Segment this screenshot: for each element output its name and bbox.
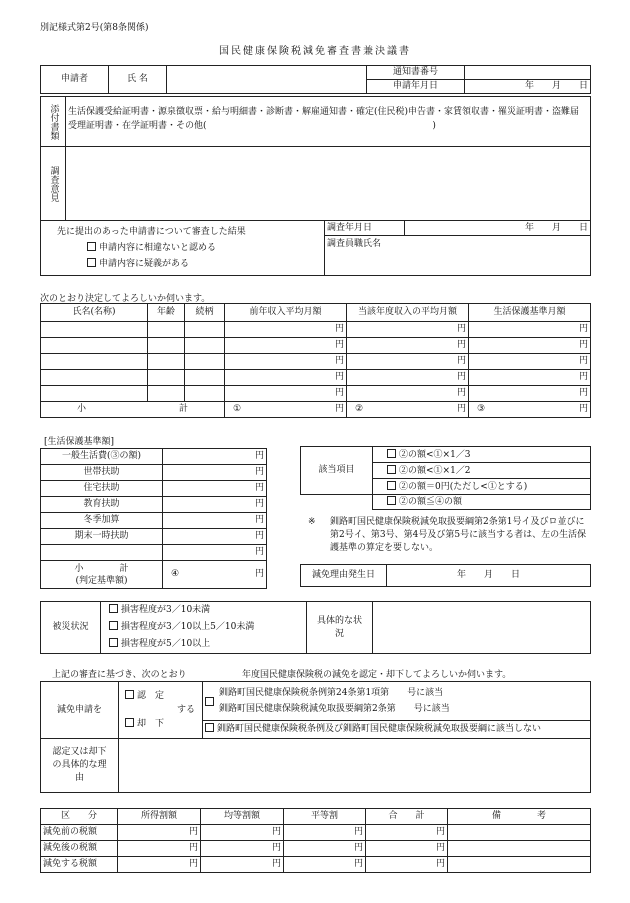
tax-row-label: 減免後の税額 xyxy=(41,841,118,857)
welfare-amount[interactable]: 円 xyxy=(163,497,267,513)
income-table xyxy=(40,303,591,418)
relation-cell[interactable] xyxy=(185,338,225,354)
approval-intro-b: 年度国民健康保険税の減免を認定・却下してよろしいか伺います。 xyxy=(242,670,512,680)
checkbox-icon[interactable] xyxy=(387,481,396,490)
table-row xyxy=(41,857,591,873)
survey-date-field[interactable]: 年 月 日 xyxy=(405,221,591,236)
age-cell[interactable] xyxy=(148,370,185,386)
application-result-label: 減免申請を xyxy=(41,682,119,739)
remarks-cell[interactable] xyxy=(448,841,591,857)
checkbox-icon[interactable] xyxy=(109,638,118,647)
checkbox-icon[interactable] xyxy=(87,258,96,267)
tax-cell[interactable]: 円 xyxy=(284,825,366,841)
decision-intro: 次のとおり決定してよろしいか伺います。 xyxy=(40,294,211,304)
welfare-amount[interactable]: 円 xyxy=(163,481,267,497)
tax-table xyxy=(40,808,591,873)
tax-header-remarks: 備 考 xyxy=(448,809,591,825)
specific-situation-field[interactable] xyxy=(373,602,591,654)
table-row xyxy=(41,354,591,370)
disaster-table xyxy=(40,601,591,654)
relation-cell[interactable] xyxy=(185,354,225,370)
attachments-close: ) xyxy=(432,121,436,131)
relation-cell[interactable] xyxy=(185,370,225,386)
checkbox-icon[interactable] xyxy=(87,242,96,251)
review-intro: 先に提出のあった申請書について審査した結果 xyxy=(57,227,246,237)
approval-table xyxy=(40,681,591,793)
welfare-item: 一般生活費(③の額) xyxy=(41,449,163,465)
tax-cell[interactable]: 円 xyxy=(201,857,284,873)
tax-cell[interactable]: 円 xyxy=(201,841,284,857)
checkbox-icon[interactable] xyxy=(125,690,134,699)
checkbox-icon[interactable] xyxy=(387,496,396,505)
age-cell[interactable] xyxy=(148,386,185,402)
reason-date-label: 減免理由発生日 xyxy=(301,565,387,587)
approval-intro-a: 上記の審査に基づき、次のとおり xyxy=(52,670,187,680)
notice-number-field[interactable] xyxy=(465,66,591,80)
tax-cell[interactable]: 円 xyxy=(118,841,201,857)
tax-cell[interactable]: 円 xyxy=(284,857,366,873)
subtotal-current[interactable]: ② 円 xyxy=(347,402,469,418)
relation-cell[interactable] xyxy=(185,322,225,338)
name-cell[interactable] xyxy=(41,386,148,402)
applicable-label: 該当項目 xyxy=(301,447,373,495)
welfare-item: 期末一時扶助 xyxy=(41,529,163,545)
tax-header-per-capita: 均等割額 xyxy=(201,809,284,825)
relation-cell[interactable] xyxy=(185,386,225,402)
prev-income-cell[interactable]: 円 xyxy=(225,338,347,354)
name-cell[interactable] xyxy=(41,338,148,354)
reason-date-table xyxy=(300,564,591,587)
reject-option[interactable]: 却 下 xyxy=(125,717,202,731)
note-mark: ※ xyxy=(308,517,316,527)
welfare-item: 冬季加算 xyxy=(41,513,163,529)
surveyor-label: 調査員職氏名 xyxy=(325,236,591,276)
header-prev-income: 前年収入平均月額 xyxy=(225,304,347,322)
opinion-field[interactable] xyxy=(66,147,591,221)
attachments-label: 添付書類 xyxy=(48,103,59,140)
welfare-section-label: [生活保護基準額] xyxy=(44,437,115,447)
header-name: 氏名(名称) xyxy=(41,304,148,322)
tax-row-label: 減免する税額 xyxy=(41,857,118,873)
tax-cell[interactable]: 円 xyxy=(366,841,448,857)
checkbox-icon[interactable] xyxy=(205,697,214,706)
review-table xyxy=(40,220,591,276)
welfare-item: 世帯扶助 xyxy=(41,465,163,481)
welfare-amount[interactable]: 円 xyxy=(163,513,267,529)
current-income-cell[interactable]: 円 xyxy=(347,322,469,338)
current-income-cell[interactable]: 円 xyxy=(347,354,469,370)
table-row xyxy=(41,386,591,402)
survey-date-label: 調査年月日 xyxy=(325,221,405,236)
prev-income-cell[interactable]: 円 xyxy=(225,322,347,338)
disaster-option[interactable]: 損害程度が3／10未満 xyxy=(109,602,304,619)
subtotal-label-a: 小 xyxy=(77,404,87,414)
applicable-option[interactable]: ②の額＝0円(ただし<①とする) xyxy=(373,479,591,495)
applicant-table xyxy=(40,65,591,94)
welfare-amount[interactable]: 円 xyxy=(163,545,267,561)
subtotal-label-b: 計 xyxy=(178,404,188,414)
welfare-amount[interactable]: 円 xyxy=(163,465,267,481)
tax-cell[interactable]: 円 xyxy=(118,825,201,841)
welfare-amount[interactable]: 円 xyxy=(163,529,267,545)
attachments-table xyxy=(40,96,591,221)
tax-cell[interactable]: 円 xyxy=(366,825,448,841)
tax-row-label: 減免前の税額 xyxy=(41,825,118,841)
checkbox-icon[interactable] xyxy=(125,718,134,727)
header-age: 年齢 xyxy=(148,304,185,322)
age-cell[interactable] xyxy=(148,322,185,338)
welfare-cell[interactable]: 円 xyxy=(469,354,591,370)
checkbox-icon[interactable] xyxy=(109,604,118,613)
tax-header-category: 区 分 xyxy=(41,809,118,825)
note-text: 釧路町国民健康保険税減免取扱要綱第2条第1号イ及びロ並びに第2号イ、第3号、第4号及び第5号に該当する者は、左の生活保護基準の算定を要しない。 xyxy=(330,517,587,553)
subtotal-row xyxy=(41,402,591,418)
reason-date-field[interactable]: 年 月 日 xyxy=(387,565,591,587)
table-row xyxy=(41,370,591,386)
table-row xyxy=(41,338,591,354)
opinion-label: 調査意見 xyxy=(48,165,59,202)
disaster-option[interactable]: 損害程度が3／10以上5／10未満 xyxy=(109,619,304,636)
table-row xyxy=(41,322,591,338)
table-row xyxy=(41,841,591,857)
welfare-cell[interactable]: 円 xyxy=(469,322,591,338)
header-relation: 続柄 xyxy=(185,304,225,322)
applicable-table xyxy=(300,446,591,510)
subtotal-welfare[interactable]: ③ 円 xyxy=(469,402,591,418)
checkbox-icon[interactable] xyxy=(109,621,118,630)
welfare-table xyxy=(40,448,267,589)
name-cell[interactable] xyxy=(41,354,148,370)
checkbox-icon[interactable] xyxy=(387,449,396,458)
header-current-income: 当該年度収入の平均月額 xyxy=(347,304,469,322)
remarks-cell[interactable] xyxy=(448,825,591,841)
review-option-doubtful[interactable]: 申請内容に疑義がある xyxy=(57,256,324,272)
reason-label: 認定又は却下の具体的な理由 xyxy=(41,739,119,793)
welfare-cell[interactable]: 円 xyxy=(469,386,591,402)
form-title: 国民健康保険税減免審査書兼決議書 xyxy=(219,46,411,57)
remarks-cell[interactable] xyxy=(448,857,591,873)
form-reference: 別記様式第2号(第8条関係) xyxy=(40,23,149,33)
tax-header-income: 所得割額 xyxy=(118,809,201,825)
clause-ordinance: 釧路町国民健康保険税条例第24条第1項第 号に該当 xyxy=(219,688,444,698)
welfare-item: 教育扶助 xyxy=(41,497,163,513)
welfare-amount[interactable]: 円 xyxy=(163,449,267,465)
subtotal-prev[interactable]: ① 円 xyxy=(225,402,347,418)
tax-cell[interactable]: 円 xyxy=(366,857,448,873)
prev-income-cell[interactable]: 円 xyxy=(225,386,347,402)
notice-number-label: 通知書番号 xyxy=(367,66,465,80)
reason-field[interactable] xyxy=(119,739,591,793)
name-cell[interactable] xyxy=(41,322,148,338)
attachments-list: 生活保護受給証明書・源泉徴収票・給与明細書・診断書・解雇通知書・確定(住民税)申告書・家賃領収書・罹災証明書・盗難届受理証明書・在学証明書・その他( xyxy=(68,107,580,131)
current-income-cell[interactable]: 円 xyxy=(347,370,469,386)
applicable-option[interactable]: ②の額≦④の額 xyxy=(373,495,591,510)
clause-guideline: 釧路町国民健康保険税減免取扱要綱第2条第 号に該当 xyxy=(219,704,450,714)
checkbox-icon[interactable] xyxy=(205,723,214,732)
age-cell[interactable] xyxy=(148,338,185,354)
welfare-cell[interactable]: 円 xyxy=(469,370,591,386)
current-income-cell[interactable]: 円 xyxy=(347,386,469,402)
tax-cell[interactable]: 円 xyxy=(118,857,201,873)
disaster-option[interactable]: 損害程度が5／10以上 xyxy=(109,636,304,653)
welfare-item[interactable] xyxy=(41,545,163,561)
approve-option[interactable]: 認 定 xyxy=(125,689,202,703)
prev-income-cell[interactable]: 円 xyxy=(225,354,347,370)
welfare-subtotal-amount[interactable]: ④ 円 xyxy=(163,561,267,589)
clause-not-applicable[interactable]: 釧路町国民健康保険税条例及び釧路町国民健康保険税減免取扱要綱に該当しない xyxy=(203,721,590,738)
checkbox-icon[interactable] xyxy=(387,465,396,474)
application-date-label: 申請年月日 xyxy=(367,80,465,94)
applicant-label: 申請者 xyxy=(41,66,109,94)
welfare-subtotal-label: 小 計 xyxy=(74,563,129,574)
age-cell[interactable] xyxy=(148,354,185,370)
tax-header-equal: 平等割 xyxy=(284,809,366,825)
tax-header-total: 合 計 xyxy=(366,809,448,825)
application-date-field[interactable]: 年 月 日 xyxy=(465,80,591,94)
disaster-label: 被災状況 xyxy=(41,602,101,654)
prev-income-cell[interactable]: 円 xyxy=(225,370,347,386)
applicable-option[interactable]: ②の額<①×1／2 xyxy=(373,463,591,479)
table-row xyxy=(41,825,591,841)
tax-cell[interactable]: 円 xyxy=(284,841,366,857)
name-label: 氏 名 xyxy=(109,66,167,94)
header-welfare-standard: 生活保護基準月額 xyxy=(469,304,591,322)
tax-cell[interactable]: 円 xyxy=(201,825,284,841)
welfare-judgment-label: (判定基準額) xyxy=(75,575,128,586)
applicable-option[interactable]: ②の額<①×1／3 xyxy=(373,447,591,463)
suru-label: する xyxy=(177,705,196,715)
name-field[interactable] xyxy=(167,66,367,94)
review-option-consistent[interactable]: 申請内容に相違ないと認める xyxy=(57,240,324,256)
specific-situation-label: 具体的な状況 xyxy=(307,602,373,654)
welfare-item: 住宅扶助 xyxy=(41,481,163,497)
name-cell[interactable] xyxy=(41,370,148,386)
welfare-cell[interactable]: 円 xyxy=(469,338,591,354)
current-income-cell[interactable]: 円 xyxy=(347,338,469,354)
